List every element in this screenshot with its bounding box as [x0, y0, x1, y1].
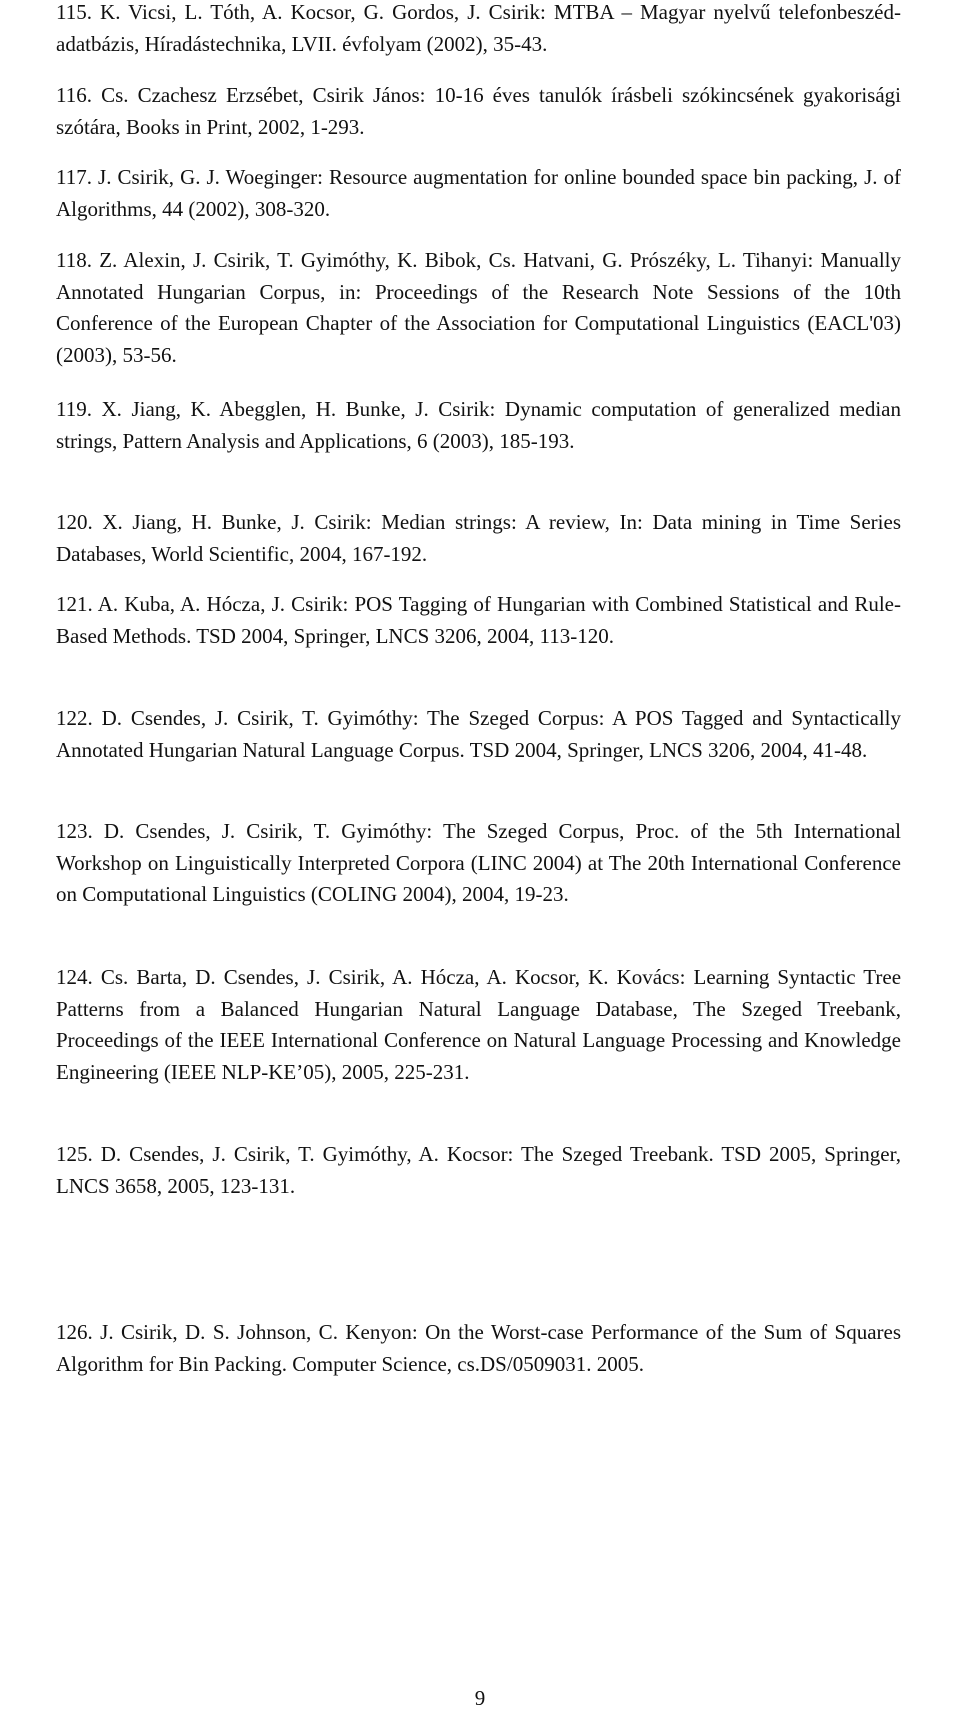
reference-text: A. Kuba, A. Hócza, J. Csirik: POS Tagging of Hungarian with Combined Statistical and Rule-Based Methods. TSD 2004, Springer, LNCS 3206, 2004, 113-120. — [56, 592, 901, 648]
reference-text: J. Csirik, D. S. Johnson, C. Kenyon: On the Worst-case Performance of the Sum of Squares Algorithm for Bin Packing. Computer Science, cs.DS/0509031. 2005. — [56, 1320, 901, 1376]
reference-number: 122. — [56, 706, 93, 730]
reference-number: 120. — [56, 510, 93, 534]
reference-text: Cs. Barta, D. Csendes, J. Csirik, A. Hócza, A. Kocsor, K. Kovács: Learning Syntactic Tree Patterns from a Balanced Hungarian Natural Language Database, The Szeged Treebank, Proceedings of the IEEE International Conference on Natural Language Processing and Knowledge Engineering (IEEE NLP-KE’05), 2005, 225-231. — [56, 965, 902, 1084]
reference-124 — [56, 962, 901, 1088]
reference-126 — [56, 1317, 901, 1380]
reference-text: D. Csendes, J. Csirik, T. Gyimóthy: The Szeged Corpus, Proc. of the 5th International Workshop on Linguistically Interpreted Corpora (LINC 2004) at The 20th International Conference on Computational Linguistics (COLING 2004), 2004, 19-23. — [56, 819, 902, 906]
reference-text: X. Jiang, K. Abegglen, H. Bunke, J. Csirik: Dynamic computation of generalized median strings, Pattern Analysis and Applications, 6 (2003), 185-193. — [56, 397, 902, 453]
reference-number: 118. — [56, 248, 92, 272]
reference-121 — [56, 589, 901, 652]
reference-number: 125. — [56, 1142, 93, 1166]
reference-115 — [56, 0, 901, 60]
reference-text: J. Csirik, G. J. Woeginger: Resource augmentation for online bounded space bin packing, J. of Algorithms, 44 (2002), 308-320. — [56, 165, 902, 221]
reference-116 — [56, 80, 901, 143]
reference-125 — [56, 1139, 901, 1202]
reference-number: 119. — [56, 397, 92, 421]
reference-122 — [56, 703, 901, 766]
page-number: 9 — [474, 1686, 486, 1710]
reference-120 — [56, 507, 901, 570]
reference-118 — [56, 245, 901, 371]
reference-text: Cs. Czachesz Erzsébet, Csirik János: 10-16 éves tanulók írásbeli szókincsének gyakorisági szótára, Books in Print, 2002, 1-293. — [56, 83, 902, 139]
reference-number: 116. — [56, 83, 92, 107]
reference-text: D. Csendes, J. Csirik, T. Gyimóthy: The Szeged Corpus: A POS Tagged and Syntactically Annotated Hungarian Natural Language Corpus. TSD 2004, Springer, LNCS 3206, 2004, 41-48. — [56, 706, 901, 762]
reference-number: 121. — [56, 592, 93, 616]
reference-number: 115. — [56, 0, 92, 24]
reference-text: K. Vicsi, L. Tóth, A. Kocsor, G. Gordos, J. Csirik: MTBA – Magyar nyelvű telefonbeszéd-adatbázis, Híradástechnika, LVII. évfolyam (2002), 35-43. — [56, 0, 902, 56]
reference-119 — [56, 394, 901, 457]
reference-117 — [56, 162, 901, 225]
reference-number: 124. — [56, 965, 93, 989]
reference-number: 123. — [56, 819, 93, 843]
reference-number: 117. — [56, 165, 92, 189]
reference-text: Z. Alexin, J. Csirik, T. Gyimóthy, K. Bibok, Cs. Hatvani, G. Prószéky, L. Tihanyi: Manually Annotated Hungarian Corpus, in: Proceedings of the Research Note Sessions of the 10th Conference of the European Chapter of the Association for Computational Linguistics (EACL'03) (2003), 53-56. — [56, 248, 902, 367]
reference-text: X. Jiang, H. Bunke, J. Csirik: Median strings: A review, In: Data mining in Time Series Databases, World Scientific, 2004, 167-192. — [56, 510, 901, 566]
reference-number: 126. — [56, 1320, 93, 1344]
reference-text: D. Csendes, J. Csirik, T. Gyimóthy, A. Kocsor: The Szeged Treebank. TSD 2005, Springer, LNCS 3658, 2005, 123-131. — [56, 1142, 902, 1198]
reference-123 — [56, 816, 901, 911]
